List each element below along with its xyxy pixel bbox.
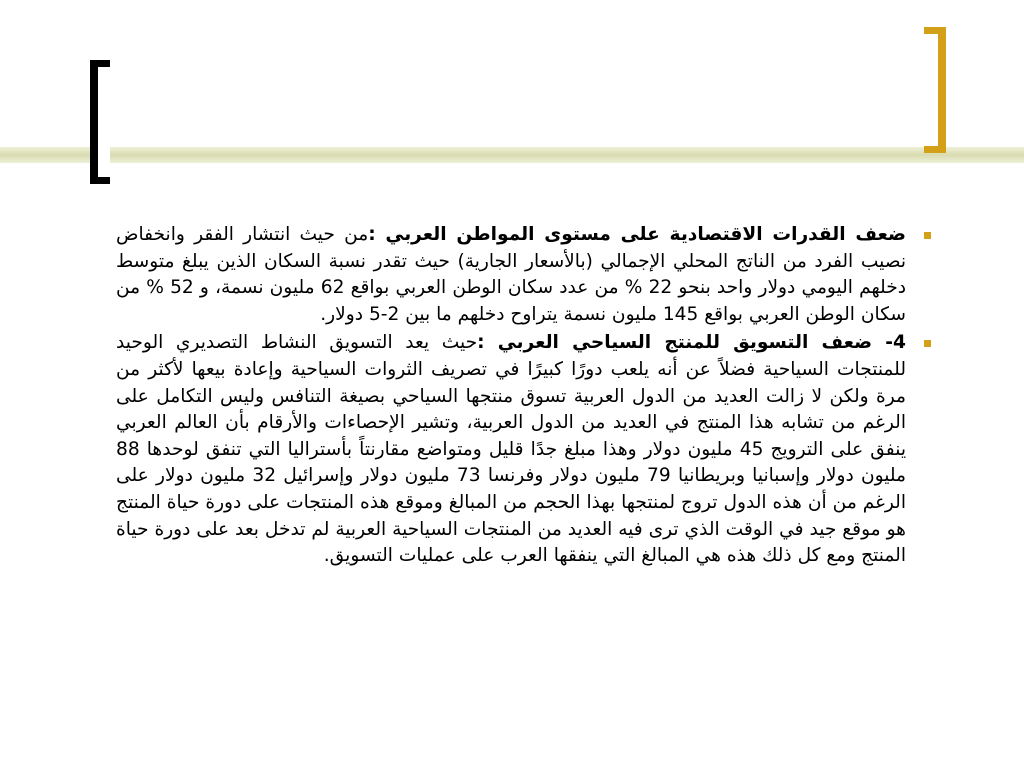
bullet-paragraph bbox=[116, 222, 906, 328]
bullet-heading: 4- ضعف التسويق للمنتج السياحي العربي : bbox=[477, 332, 906, 354]
right-bracket-decoration bbox=[924, 27, 946, 153]
bullet-item-1 bbox=[112, 222, 934, 328]
bullet-heading: ضعف القدرات الاقتصادية على مستوى المواطن العربي : bbox=[368, 224, 906, 245]
bullet-body: حيث يعد التسويق النشاط التصديري الوحيد للمنتجات السياحية فضلاً عن أنه يلعب دورًا كبيرًا في تصريف الثروات السياحية وإعادة بيعها لأكثر من مرة ولكن لا زالت العديد من الدول العربية تسوق منتجها السياحي بصيغة التنافس وليس التكامل على الرغم من تشابه هذا المنتج في العديد من الدول العربية، وتشير الإحصاءات والأرقام بأن العالم العربي ينفق على الترويج 45 مليون دولار وهذا مبلغ جدًا قليل ومتواضع مقارنتاً بأستراليا التي تنفق لوحدها 88 مليون دولار وإسبانيا وبريطانيا 79 مليون دولار وفرنسا 73 مليون دولار وإسرائيل 32 مليون دولار على الرغم من أن هذه الدول تروج لمنتجها بهذا الحجم من المبالغ وموقع هذه المنتجات على دورة حياة المنتج هو موقع جيد في الوقت الذي ترى فيه العديد من المنتجات السياحية العربية لم تدخل بعد على دورة حياة المنتج ومع كل ذلك هذه هي المبالغ التي ينفقها العرب على عمليات التسويق. bbox=[116, 332, 906, 567]
bullet-paragraph bbox=[116, 330, 906, 569]
square-bullet-icon bbox=[924, 232, 931, 239]
bullet-item-2 bbox=[112, 330, 934, 569]
square-bullet-icon bbox=[924, 340, 931, 347]
decorative-horizontal-band bbox=[0, 147, 1024, 163]
slide-content bbox=[112, 222, 934, 572]
left-bracket-decoration bbox=[90, 60, 110, 184]
bullet-body: من حيث انتشار الفقر وانخفاض نصيب الفرد من الناتج المحلي الإجمالي (بالأسعار الجارية) حيث تقدر نسبة السكان الذين يبلغ متوسط دخلهم اليومي دولار واحد بنحو 22 % من عدد سكان الوطن العربي بواقع 62 مليون نسمة، و 52 % من سكان الوطن العربي بواقع 145 مليون نسمة يتراوح دخلهم ما بين 2-5 دولار. bbox=[116, 224, 906, 325]
